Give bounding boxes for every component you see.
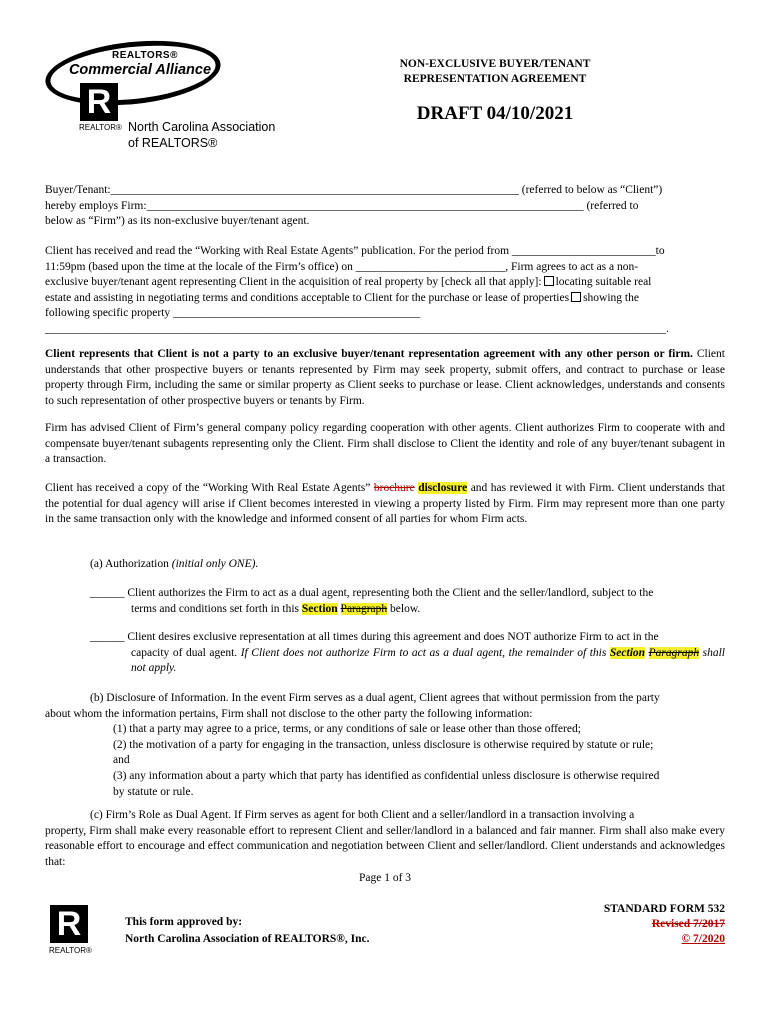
checkbox-showing[interactable] [571, 292, 581, 302]
approved-line-1: This form approved by: [125, 916, 243, 928]
highlight-section: Section [301, 602, 338, 615]
highlight-section: Section [609, 646, 646, 659]
highlight-disclosure: disclosure [418, 482, 468, 494]
representation-bold: Client represents that Client is not a party to an exclusive buyer/tenant representation agreement with any other person or firm. [45, 348, 693, 360]
paragraph-dual-agency: Client has received a copy of the “Working With Real Estate Agents” brochure disclosure and has reviewed it with Firm. Client understands that the potential for dual agency will arise if Client becomes interested in viewing a property listed by Firm. Firm may represent more than one party in the same transaction only with the knowledge and informed consent of all parties for whom Firm acts. [45, 482, 725, 526]
authorization-option-1: ______ Client authorizes the Firm to act as a dual agent, representing both the Client and the seller/landlord, subject to the terms and conditions set forth in this Section Paragraph below. [90, 587, 654, 615]
struck-paragraph: Paragraph [340, 602, 388, 615]
assoc-line-1: North Carolina Association [128, 120, 276, 134]
term-line-1: Client has received and read the “Working with Real Estate Agents” publication. For the period from _________________________to [45, 245, 665, 257]
term-line-5: following specific property ___________________________________________ [45, 307, 421, 320]
term-line-6: ____________________________________________________________________________________________________________. [45, 322, 669, 335]
form-title-line-2: REPRESENTATION AGREEMENT [403, 73, 587, 85]
paragraph-parties [45, 183, 725, 230]
footer-realtor-r-icon: R [50, 905, 88, 943]
footer-realtor-label: REALTOR® [49, 946, 92, 955]
term-line-4: estate and assisting in negotiating terms and conditions acceptable to Client for the purchase or lease of properties showing the [45, 291, 639, 304]
logo-top-text: REALTORS® [112, 50, 178, 61]
authorization-heading: (a) Authorization (initial only ONE). [90, 558, 259, 570]
firm-role-section: (c) Firm’s Role as Dual Agent. If Firm serves as agent for both Client and a seller/landlord in a transaction involving a property, Firm shall make every reasonable effort to represent Client and seller/landlord in a balanced and fair manner. Firm shall also make every reasonable effort to encourage and effect communication and negotiation between Client and seller/landlord. Client understands and acknowledges that: [45, 809, 725, 868]
paragraph-term [45, 244, 725, 338]
form-number: STANDARD FORM 532 [603, 903, 725, 915]
disclosure-section: (b) Disclosure of Information. In the event Firm serves as a dual agent, Client agrees that without permission from the party about whom the information pertains, Firm shall not disclose to the other party the following information: (1) that a party may agree to a price, terms, or any conditions of sale or lease other than those offered; (2) the motivation of a party for engaging in the transaction, unless disclosure is otherwise required by statute or rule; and (3) any information about a party which that party has identified as confidential unless disclosure is otherwise required by statute or rule. [45, 692, 660, 798]
realtor-label: REALTOR® [79, 123, 122, 132]
term-line-3: exclusive buyer/tenant agent representing Client in the acquisition of real property by [check all that apply]: locating suitable real [45, 276, 652, 289]
term-line-2: 11:59pm (based upon the time at the locale of the Firm’s office) on __________________________, Firm agrees to act as a non- [45, 260, 639, 273]
authorization-option-2: ______ Client desires exclusive representation at all times during this agreement and does NOT authorize Firm to act in the capacity of dual agent. If Client does not authorize Firm to act as a dual agent, the remainder of this Section Paragraph shall not apply. [90, 631, 725, 675]
agent-line: below as “Firm”) as its non-exclusive buyer/tenant agent. [45, 215, 310, 228]
approved-line-2: North Carolina Association of REALTORS®, Inc. [125, 933, 370, 945]
struck-brochure: brochure [373, 482, 415, 494]
assoc-line-2: of REALTORS® [128, 136, 218, 150]
paragraph-cooperation: Firm has advised Client of Firm’s general company policy regarding cooperation with other agents. Client authorizes Firm to cooperate with and compensate buyer/tenant subagents representing only the Client. Firm shall disclose to Client the identity and role of any buyer/tenant subagent in a transaction. [45, 422, 725, 466]
realtor-r-logo-icon: R [80, 83, 118, 121]
logo-main-text: Commercial Alliance [68, 62, 212, 78]
paragraph-representation: Client represents that Client is not a party to an exclusive buyer/tenant representation agreement with any other person or firm. Client understands that other prospective buyers or tenants represented by Firm may seek property, submit offers, and contract to purchase or lease property through Firm, including the same or similar property as Client seeks to purchase or lease. Client acknowledges, understands and consents to such representation of other prospective buyers or tenants by Firm. [45, 348, 725, 407]
draft-date: DRAFT 04/10/2021 [416, 103, 574, 124]
struck-paragraph: Paragraph [648, 646, 700, 659]
revised-new-date: © 7/2020 [681, 933, 725, 945]
page-number: Page 1 of 3 [358, 872, 412, 884]
form-title-line-1: NON-EXCLUSIVE BUYER/TENANT [399, 58, 591, 70]
checkbox-locating[interactable] [544, 276, 554, 286]
revised-old-date: Revised 7/2017 [651, 918, 725, 930]
firm-line: hereby employs Firm:____________________________________________________________________________ (referred to [45, 199, 639, 212]
buyer-tenant-line: Buyer/Tenant:_______________________________________________________________________ (referred to below as “Client”) [45, 184, 663, 196]
